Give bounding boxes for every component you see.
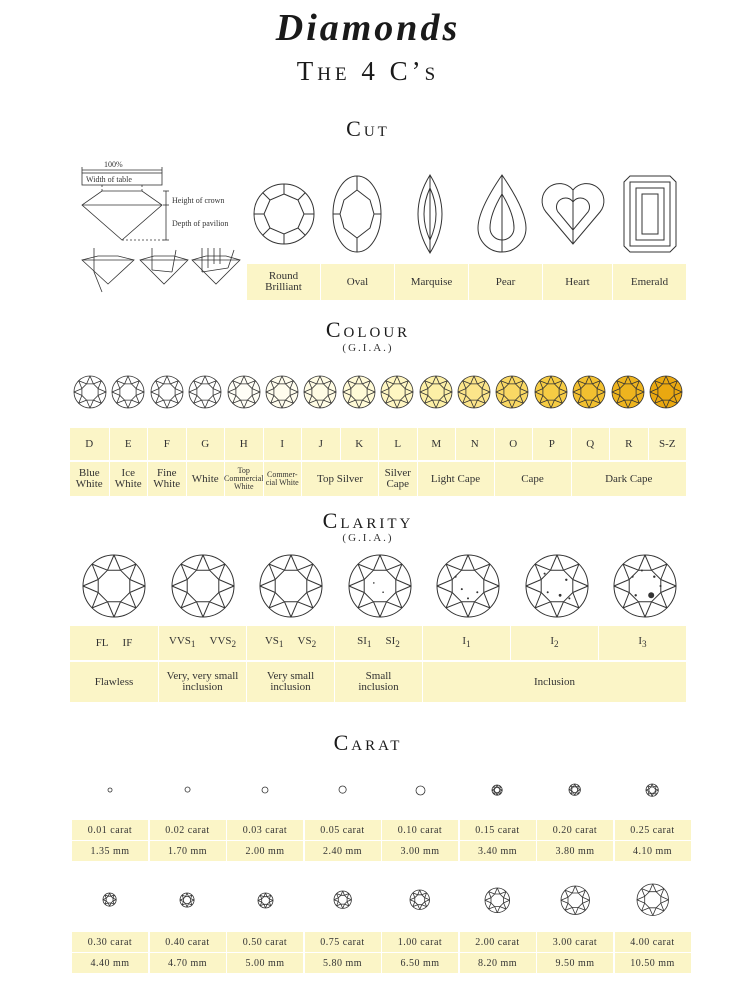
carat-mm-0-1: 1.70 mm [150, 841, 226, 861]
width-of-table-label: Width of table [86, 175, 132, 184]
colour-grade-P: P [532, 428, 571, 460]
colour-swatch-G [187, 374, 223, 410]
clarity-desc-0: Flawless [94, 675, 134, 688]
colour-group-6: Top Silver [301, 462, 378, 496]
colour-swatch-Q [571, 374, 607, 410]
carat-weight-1-2: 0.50 carat [227, 932, 303, 952]
carat-mm-0-6: 3.80 mm [537, 841, 613, 861]
height-of-crown-label: Height of crown [172, 196, 225, 205]
heart-shape-icon [540, 178, 606, 248]
cut-label-round-brilliant: Round Brilliant [246, 264, 320, 300]
colour-grade-I: I [263, 428, 302, 460]
clarity-grade-2: $VS_1$ $VS_2$ [246, 626, 334, 660]
cut-heading: Cut [346, 116, 390, 141]
carat-diamond-1-2 [256, 891, 275, 910]
colour-swatch-E [110, 374, 146, 410]
carat-weight-1-6: 3.00 carat [537, 932, 613, 952]
carat-mm-0-7: 4.10 mm [615, 841, 691, 861]
colour-swatch-K [341, 374, 377, 410]
colour-group-8: Light Cape [417, 462, 494, 496]
clarity-desc-2: Very small inclusion [246, 662, 334, 702]
colour-grade-J: J [301, 428, 340, 460]
cut-label-marquise: Marquise [394, 264, 468, 300]
cut-label-heart: Heart [542, 264, 612, 300]
clarity-grade-6: $I_3$ [598, 626, 686, 660]
colour-group-9: Cape [494, 462, 571, 496]
pear-shape-icon [474, 172, 530, 256]
oval-shape-icon [330, 172, 384, 256]
carat-diamond-1-5 [483, 886, 512, 915]
depth-of-pavilion-label: Depth of pavilion [172, 219, 229, 228]
carat-weight-0-7: 0.25 carat [615, 820, 691, 840]
colour-group-4: Top Commercial White [224, 462, 263, 496]
clarity-grade-3: $SI_1$ $SI_2$ [334, 626, 422, 660]
colour-swatch-O [494, 374, 530, 410]
clarity-heading: Clarity [322, 508, 414, 533]
clarity-grade-5: $I_2$ [510, 626, 598, 660]
carat-weight-1-4: 1.00 carat [382, 932, 458, 952]
carat-mm-1-3: 5.80 mm [305, 953, 381, 973]
carat-diamond-1-3 [332, 889, 353, 910]
carat-diamond-1-4 [408, 888, 432, 912]
page-title: Diamonds [275, 7, 461, 49]
colour-swatch-I [264, 374, 300, 410]
carat-mm-0-3: 2.40 mm [305, 841, 381, 861]
carat-diamond-1-1 [178, 891, 196, 909]
carat-diamond-0-3 [337, 784, 348, 795]
page-subtitle: The 4 C’s [296, 56, 440, 86]
colour-swatch-F [149, 374, 185, 410]
emerald-shape-icon [622, 174, 678, 254]
carat-weight-0-5: 0.15 carat [460, 820, 536, 840]
carat-heading: Carat [333, 730, 403, 755]
carat-mm-0-2: 2.00 mm [227, 841, 303, 861]
carat-diamond-1-6 [559, 884, 592, 917]
colour-group-5: Commer- cial White [263, 462, 302, 496]
clarity-desc-3: Small inclusion [334, 662, 422, 702]
clarity-diamond-2 [258, 553, 324, 619]
colour-swatch-M [418, 374, 454, 410]
colour-grade-L: L [378, 428, 417, 460]
colour-grade-M: M [417, 428, 456, 460]
carat-weight-1-0: 0.30 carat [72, 932, 148, 952]
carat-mm-1-2: 5.00 mm [227, 953, 303, 973]
carat-weight-0-3: 0.05 carat [305, 820, 381, 840]
percent-label: 100% [104, 160, 123, 169]
colour-group-1: Ice White [109, 462, 148, 496]
carat-mm-1-6: 9.50 mm [537, 953, 613, 973]
carat-weight-1-3: 0.75 carat [305, 932, 381, 952]
clarity-grade-0: FL IF [95, 636, 133, 649]
colour-gia-label: (G.I.A.) [342, 342, 394, 354]
carat-diamond-0-0 [106, 786, 114, 794]
colour-group-0: Blue White [75, 467, 103, 490]
carat-diamond-0-4 [414, 784, 427, 797]
carat-mm-0-4: 3.00 mm [382, 841, 458, 861]
colour-swatch-R [610, 374, 646, 410]
carat-mm-1-7: 10.50 mm [615, 953, 691, 973]
clarity-diamond-3 [347, 553, 413, 619]
colour-grade-K: K [340, 428, 379, 460]
colour-swatch-J [302, 374, 338, 410]
cut-proportion-diagram [64, 160, 244, 300]
clarity-desc-4: Inclusion [422, 662, 686, 702]
colour-swatch-P [533, 374, 569, 410]
carat-weight-1-5: 2.00 carat [460, 932, 536, 952]
colour-group-10: Dark Cape [571, 462, 687, 496]
carat-mm-0-5: 3.40 mm [460, 841, 536, 861]
colour-swatch-S-Z [648, 374, 684, 410]
colour-swatch-N [456, 374, 492, 410]
cut-label-oval: Oval [320, 264, 394, 300]
clarity-grade-4: $I_1$ [422, 626, 510, 660]
carat-diamond-0-2 [260, 785, 270, 795]
carat-mm-1-1: 4.70 mm [150, 953, 226, 973]
carat-weight-0-0: 0.01 carat [72, 820, 148, 840]
colour-group-2: Fine White [147, 462, 186, 496]
carat-weight-0-2: 0.03 carat [227, 820, 303, 840]
carat-weight-1-1: 0.40 carat [150, 932, 226, 952]
cut-label-emerald: Emerald [612, 264, 686, 300]
clarity-desc-1: Very, very small inclusion [158, 662, 246, 702]
clarity-diamond-0 [81, 553, 147, 619]
colour-grade-N: N [455, 428, 494, 460]
clarity-diamond-6 [612, 553, 678, 619]
colour-heading: Colour [325, 317, 411, 342]
colour-grade-E: E [109, 428, 148, 460]
colour-grade-F: F [147, 428, 186, 460]
colour-swatch-L [379, 374, 415, 410]
carat-weight-0-6: 0.20 carat [537, 820, 613, 840]
carat-diamond-0-7 [644, 782, 660, 798]
colour-grade-S-Z: S-Z [648, 428, 687, 460]
colour-grade-D: D [85, 437, 94, 450]
carat-mm-0-0: 1.35 mm [72, 841, 148, 861]
colour-grade-G: G [186, 428, 225, 460]
cut-label-pear: Pear [468, 264, 542, 300]
carat-diamond-0-5 [490, 783, 504, 797]
colour-swatch-D [72, 374, 108, 410]
carat-diamond-0-1 [183, 785, 192, 794]
carat-mm-1-4: 6.50 mm [382, 953, 458, 973]
round-brilliant-shape-icon [252, 172, 316, 256]
carat-weight-0-4: 0.10 carat [382, 820, 458, 840]
clarity-gia-label: (G.I.A.) [342, 532, 394, 544]
clarity-diamond-1 [170, 553, 236, 619]
clarity-grade-1: $VVS_1$ $VVS_2$ [158, 626, 246, 660]
colour-group-7: Silver Cape [378, 462, 417, 496]
carat-weight-1-7: 4.00 carat [615, 932, 691, 952]
colour-grade-O: O [494, 428, 533, 460]
carat-weight-0-1: 0.02 carat [150, 820, 226, 840]
marquise-shape-icon [408, 172, 452, 256]
carat-mm-1-0: 4.40 mm [72, 953, 148, 973]
colour-grade-R: R [609, 428, 648, 460]
colour-grade-H: H [224, 428, 263, 460]
carat-diamond-1-7 [635, 882, 671, 918]
colour-grade-Q: Q [571, 428, 610, 460]
clarity-diamond-5 [524, 553, 590, 619]
colour-group-3: White [186, 462, 225, 496]
carat-diamond-1-0 [101, 891, 118, 908]
carat-mm-1-5: 8.20 mm [460, 953, 536, 973]
clarity-diamond-4 [435, 553, 501, 619]
carat-diamond-0-6 [567, 782, 582, 797]
colour-swatch-H [226, 374, 262, 410]
